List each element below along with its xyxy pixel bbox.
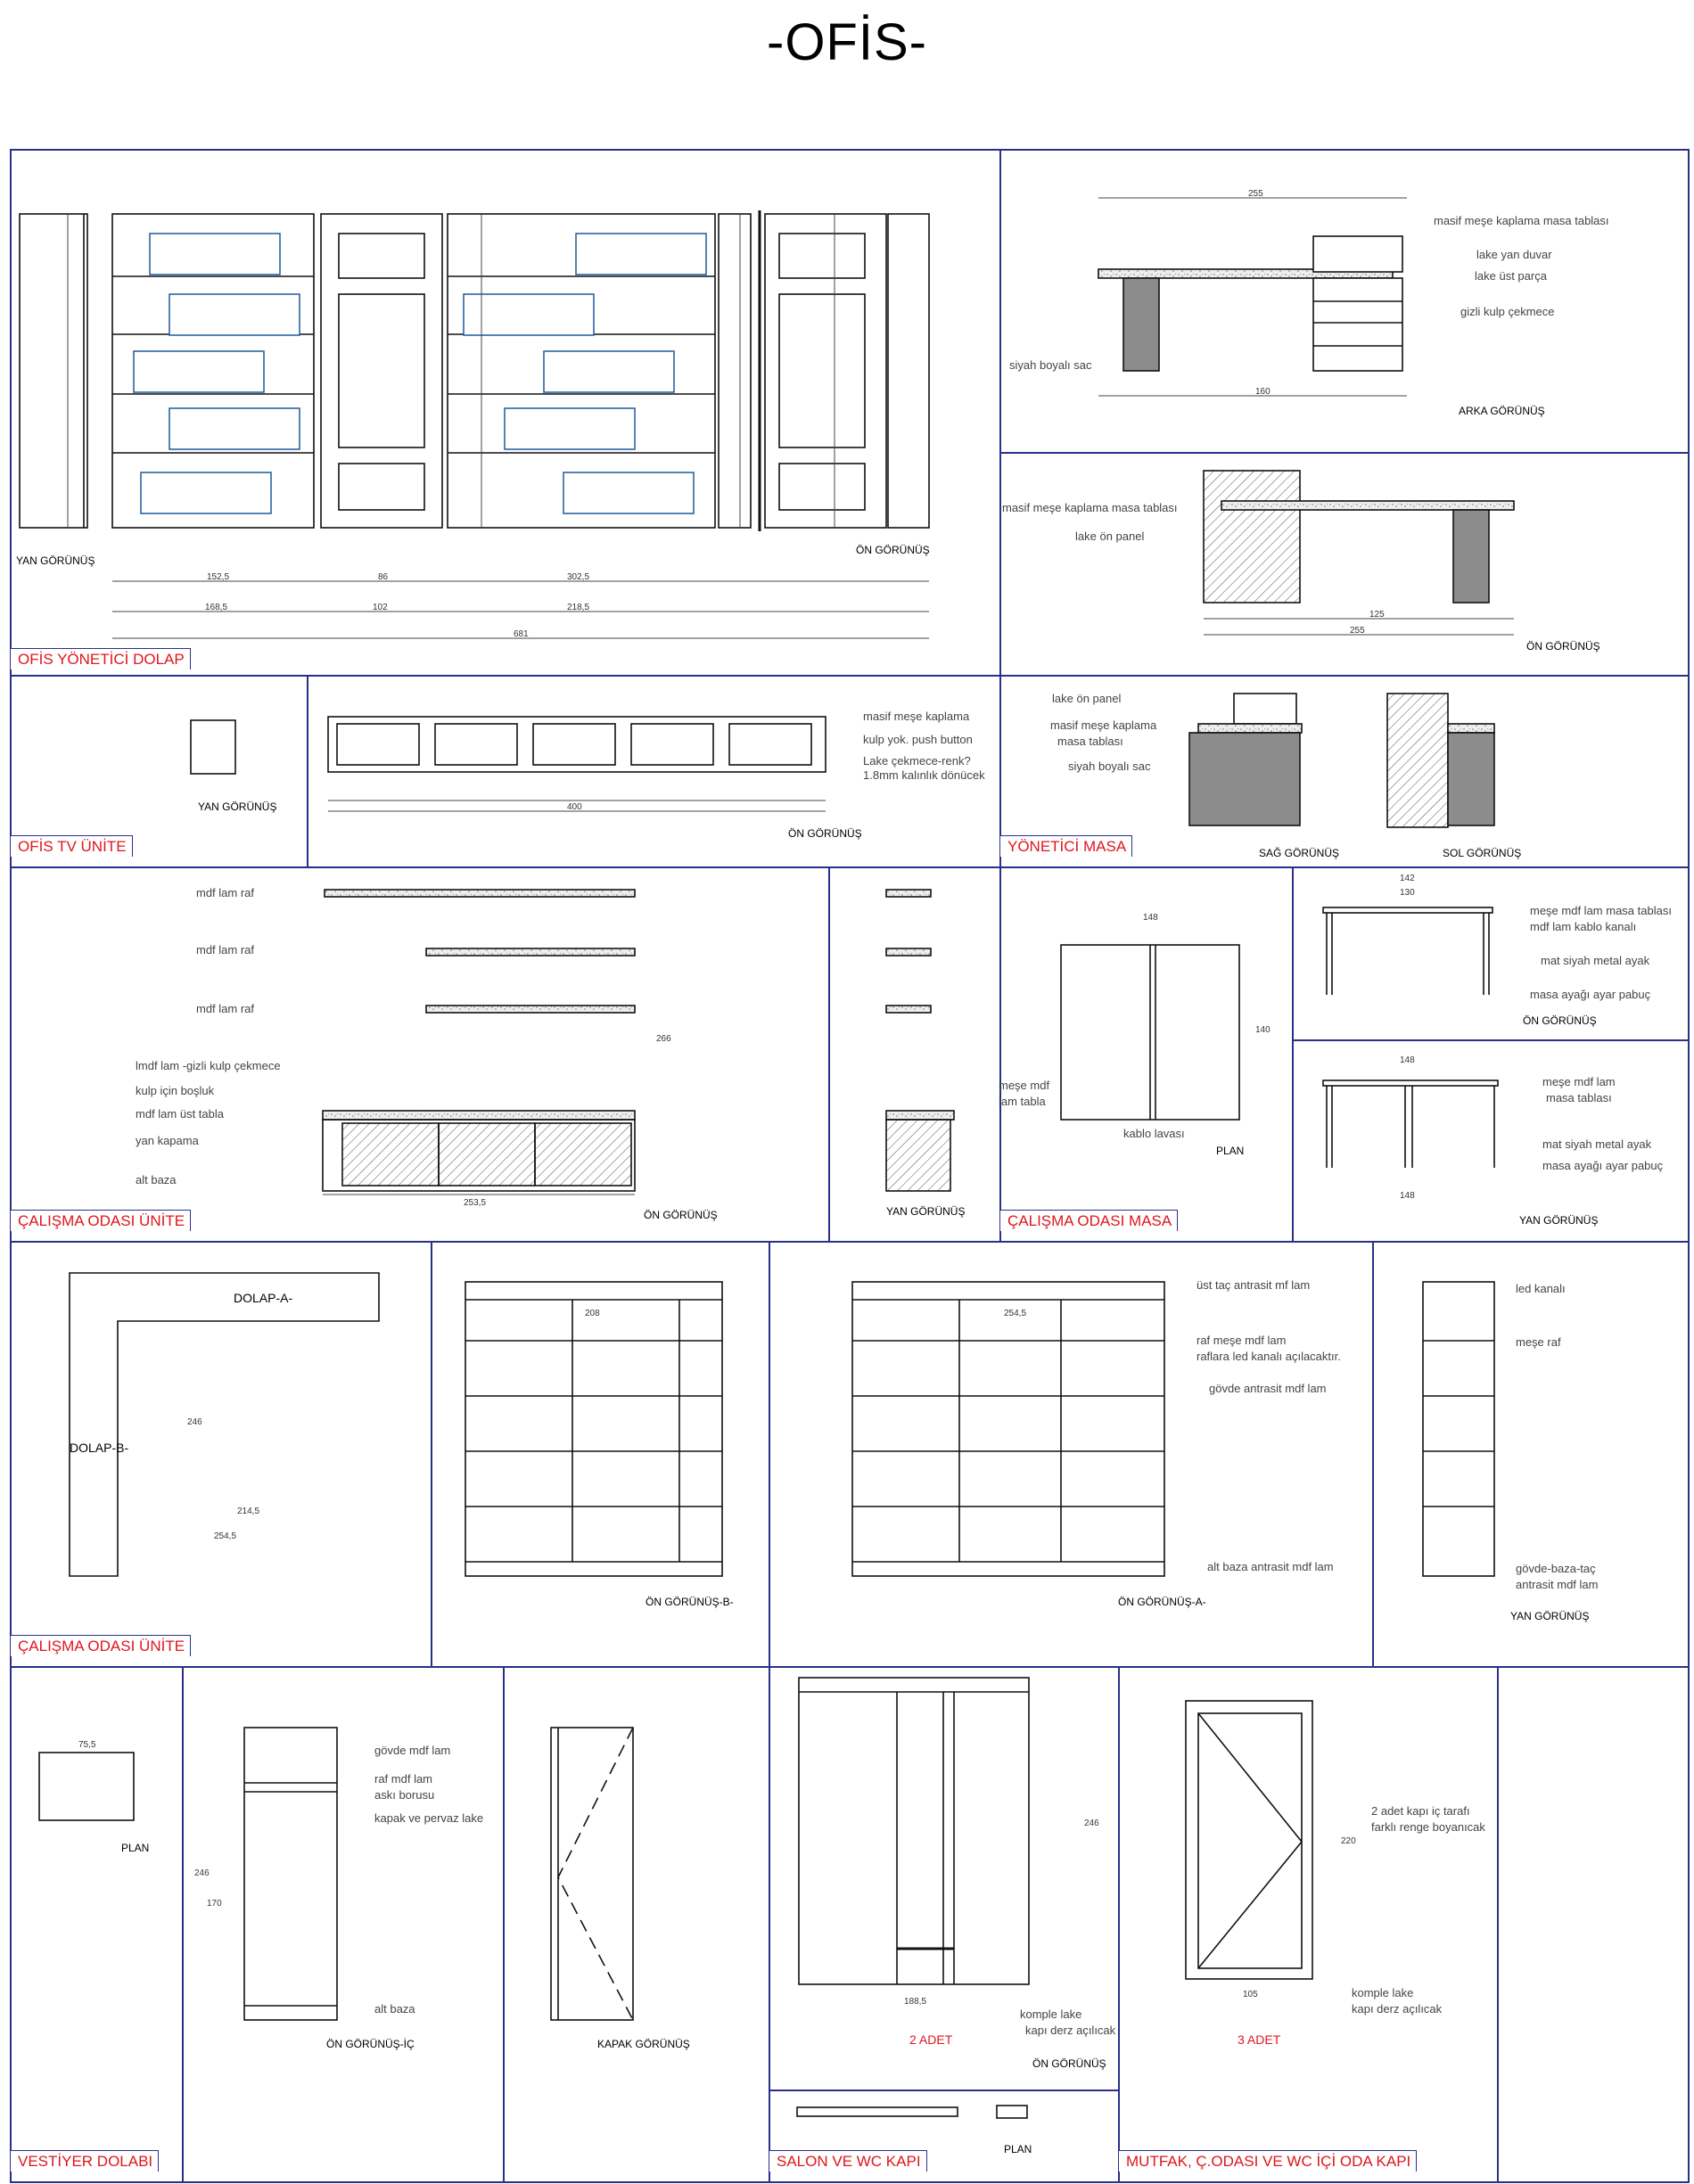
view-kapak: KAPAK GÖRÜNÜŞ (597, 2038, 690, 2050)
note-komple-lake-2: komple lake (1352, 1986, 1414, 1999)
note-lake-yan: lake yan duvar (1476, 248, 1552, 261)
binder-rows (134, 234, 706, 513)
dim-148-c: 148 (1400, 1191, 1415, 1201)
note-lam-tabla: lam tabla (999, 1095, 1046, 1108)
tv-unit-drawing (191, 717, 826, 811)
note-mese-mdf: meşe mdf (999, 1079, 1050, 1092)
panel-title-salon-kapi: SALON VE WC KAPI (769, 2150, 927, 2172)
note-2-adet-kapi: 2 adet kapı iç tarafı (1371, 1804, 1470, 1818)
work-unit-drawing (323, 890, 954, 1195)
salon-door-drawing (797, 1678, 1029, 2118)
view-on-ic: ÖN GÖRÜNÜŞ-İÇ (326, 2038, 415, 2050)
note-raflara-led: raflara led kanalı açılacaktır. (1196, 1350, 1341, 1363)
view-on-3: ÖN GÖRÜNÜŞ (788, 827, 862, 840)
dim-253-5: 253,5 (464, 1198, 487, 1208)
panel-title-ofis-yonetici-dolap: OFİS YÖNETİCİ DOLAP (11, 648, 191, 669)
note-mese-masa-a: meşe mdf lam (1542, 1075, 1616, 1088)
dim-254-5-b: 254,5 (1004, 1309, 1027, 1318)
note-masa-tablasi-2: masif meşe kaplama masa tablası (1002, 501, 1178, 514)
note-mat-siyah-1: mat siyah metal ayak (1541, 954, 1650, 967)
view-on-6: ÖN GÖRÜNÜŞ (1032, 2057, 1106, 2070)
dim-75-5: 75,5 (78, 1740, 96, 1750)
note-lake-on-panel: lake ön panel (1075, 530, 1145, 543)
view-yan-1: YAN GÖRÜNÜŞ (16, 554, 95, 567)
dim-160: 160 (1255, 387, 1270, 397)
note-antrasit-mdf: antrasit mdf lam (1516, 1578, 1599, 1591)
exec-desk-back (1098, 198, 1407, 396)
view-on-5: ÖN GÖRÜNÜŞ (1523, 1014, 1597, 1027)
panel-title-yonetici-masa: YÖNETİCİ MASA (1000, 835, 1132, 857)
note-dolap-b: DOLAP-B- (70, 1441, 129, 1455)
dim-86: 86 (378, 572, 389, 582)
view-yan-4: YAN GÖRÜNÜŞ (1519, 1214, 1599, 1227)
dim-148: 148 (1143, 913, 1158, 923)
view-plan-3: PLAN (1004, 2143, 1032, 2155)
panel-title-calisma-unite-2: ÇALIŞMA ODASI ÜNİTE (11, 1635, 191, 1656)
note-mdf-kablo: mdf lam kablo kanalı (1530, 920, 1637, 933)
kitchen-door-drawing (1186, 1701, 1312, 1979)
note-masif-kaplama: masif meşe kaplama (863, 710, 970, 723)
note-mese-raf: meşe raf (1516, 1335, 1561, 1349)
dim-681: 681 (514, 629, 529, 639)
note-mat-siyah-2: mat siyah metal ayak (1542, 1137, 1652, 1151)
note-kablo-lavasi: kablo lavası (1123, 1127, 1185, 1140)
dim-246: 246 (187, 1417, 202, 1427)
note-led-kanali: led kanalı (1516, 1282, 1566, 1295)
note-3-adet: 3 ADET (1238, 2032, 1281, 2047)
dim-140: 140 (1255, 1025, 1270, 1035)
panel-title-ofis-tv-unite: OFİS TV ÜNİTE (11, 835, 133, 857)
note-dolap-a: DOLAP-A- (234, 1291, 293, 1305)
panel-frames (11, 150, 1689, 2182)
dim-168-5: 168,5 (205, 603, 228, 612)
view-sol: SOL GÖRÜNÜŞ (1443, 847, 1522, 859)
note-lake-cekmece: Lake çekmece-renk? (863, 754, 971, 768)
view-yan-2: YAN GÖRÜNÜŞ (198, 801, 277, 813)
note-yan-kapama: yan kapama (136, 1134, 199, 1147)
dim-266: 266 (656, 1034, 671, 1044)
dim-246-b: 246 (194, 1868, 210, 1878)
note-mdf-ust: mdf lam üst tabla (136, 1107, 224, 1121)
view-on-4: ÖN GÖRÜNÜŞ (644, 1209, 718, 1221)
panel-title-calisma-unite: ÇALIŞMA ODASI ÜNİTE (11, 1210, 191, 1231)
note-lake-ust: lake üst parça (1475, 269, 1547, 283)
view-yan-3: YAN GÖRÜNÜŞ (886, 1205, 966, 1218)
view-arka: ARKA GÖRÜNÜŞ (1459, 405, 1545, 417)
note-alt-baza-2: alt baza (374, 2002, 415, 2016)
dim-142: 142 (1400, 874, 1415, 883)
note-mese-masa-b: masa tablası (1546, 1091, 1612, 1104)
note-ust-tac: üst taç antrasit mf lam (1196, 1278, 1311, 1292)
note-govde-mdf: gövde mdf lam (374, 1744, 451, 1757)
note-raf-mese: raf meşe mdf lam (1196, 1334, 1287, 1347)
view-yan-5: YAN GÖRÜNÜŞ (1510, 1610, 1590, 1622)
note-masa-tablasi-3: masa tablası (1057, 735, 1123, 748)
note-donucek: 1.8mm kalınlık dönücek (863, 768, 985, 782)
note-ayar-pabuc-1: masa ayağı ayar pabuç (1530, 988, 1651, 1001)
dim-148-b: 148 (1400, 1055, 1415, 1065)
note-aski: askı borusu (374, 1788, 435, 1802)
exec-desk-sides (1189, 694, 1494, 827)
dim-255-b: 255 (1350, 626, 1365, 636)
note-komple-lake: komple lake (1020, 2007, 1082, 2021)
note-alt-baza: alt baza (136, 1173, 177, 1186)
note-masif-kaplama-2: masif meşe kaplama (1050, 718, 1157, 732)
dim-188-5: 188,5 (904, 1997, 927, 2007)
note-lmdf-gizli: lmdf lam -gizli kulp çekmece (136, 1059, 281, 1072)
dim-218-5: 218,5 (567, 603, 590, 612)
note-2-adet: 2 ADET (909, 2032, 953, 2047)
dim-220: 220 (1341, 1836, 1356, 1846)
panel-title-vestiyer: VESTİYER DOLABI (11, 2150, 159, 2172)
wardrobe-drawing (39, 1728, 633, 2020)
note-kapi-derz-2: kapı derz açılıcak (1352, 2002, 1443, 2016)
dim-302-5: 302,5 (567, 572, 590, 582)
dim-255: 255 (1248, 189, 1263, 199)
view-on-2: ÖN GÖRÜNÜŞ (1526, 640, 1600, 653)
note-kapak-pervaz: kapak ve pervaz lake (374, 1811, 484, 1825)
view-plan-2: PLAN (121, 1842, 150, 1854)
note-farkli-renk: farklı renge boyanıcak (1371, 1820, 1485, 1834)
note-siyah-sac-2: siyah boyalı sac (1068, 759, 1151, 773)
dim-152-5: 152,5 (207, 572, 230, 582)
view-on-b: ÖN GÖRÜNÜŞ-B- (646, 1596, 734, 1608)
note-mese-tabla-1: meşe mdf lam masa tablası (1530, 904, 1672, 917)
note-mdf-raf-1: mdf lam raf (196, 886, 255, 899)
note-lake-on-panel-2: lake ön panel (1052, 692, 1122, 705)
dim-254-5: 254,5 (214, 1531, 237, 1541)
note-alt-baza-antrasit: alt baza antrasit mdf lam (1207, 1560, 1334, 1573)
note-govde-antrasit: gövde antrasit mdf lam (1209, 1382, 1327, 1395)
note-govde-baza-tac: gövde-baza-taç (1516, 1562, 1596, 1575)
view-plan-1: PLAN (1216, 1145, 1245, 1157)
dim-170: 170 (207, 1899, 222, 1909)
note-ayar-pabuc-2: masa ayağı ayar pabuç (1542, 1159, 1664, 1172)
note-kapi-derz: kapı derz açılıcak (1025, 2024, 1116, 2037)
note-gizli-kulp: gizli kulp çekmece (1460, 305, 1555, 318)
note-raf-mdf: raf mdf lam (374, 1772, 433, 1786)
work-unit-2-drawing (70, 1273, 1494, 1576)
note-mdf-raf-2: mdf lam raf (196, 943, 255, 957)
exec-desk-front (1204, 471, 1514, 635)
dim-130: 130 (1400, 888, 1415, 898)
dim-214-5: 214,5 (237, 1507, 260, 1516)
panel-title-mutfak-kapi: MUTFAK, Ç.ODASI VE WC İÇİ ODA KAPI (1119, 2150, 1417, 2172)
dim-400: 400 (567, 802, 582, 812)
dim-125: 125 (1369, 610, 1385, 620)
note-kulp-bosluk: kulp için boşluk (136, 1084, 215, 1097)
dim-102: 102 (373, 603, 388, 612)
page-title: -OFİS- (767, 13, 927, 71)
dim-246-c: 246 (1084, 1819, 1099, 1828)
note-mdf-raf-3: mdf lam raf (196, 1002, 255, 1015)
dim-208: 208 (585, 1309, 600, 1318)
view-on-1: ÖN GÖRÜNÜŞ (856, 544, 930, 556)
view-sag: SAĞ GÖRÜNÜŞ (1259, 847, 1340, 859)
view-on-a: ÖN GÖRÜNÜŞ-A- (1118, 1596, 1206, 1608)
note-siyah-sac: siyah boyalı sac (1009, 358, 1092, 372)
note-masa-tablasi: masif meşe kaplama masa tablası (1434, 214, 1609, 227)
dim-105: 105 (1243, 1990, 1258, 1999)
note-kulp-yok: kulp yok. push button (863, 733, 973, 746)
panel-title-calisma-masa: ÇALIŞMA ODASI MASA (1000, 1210, 1178, 1231)
